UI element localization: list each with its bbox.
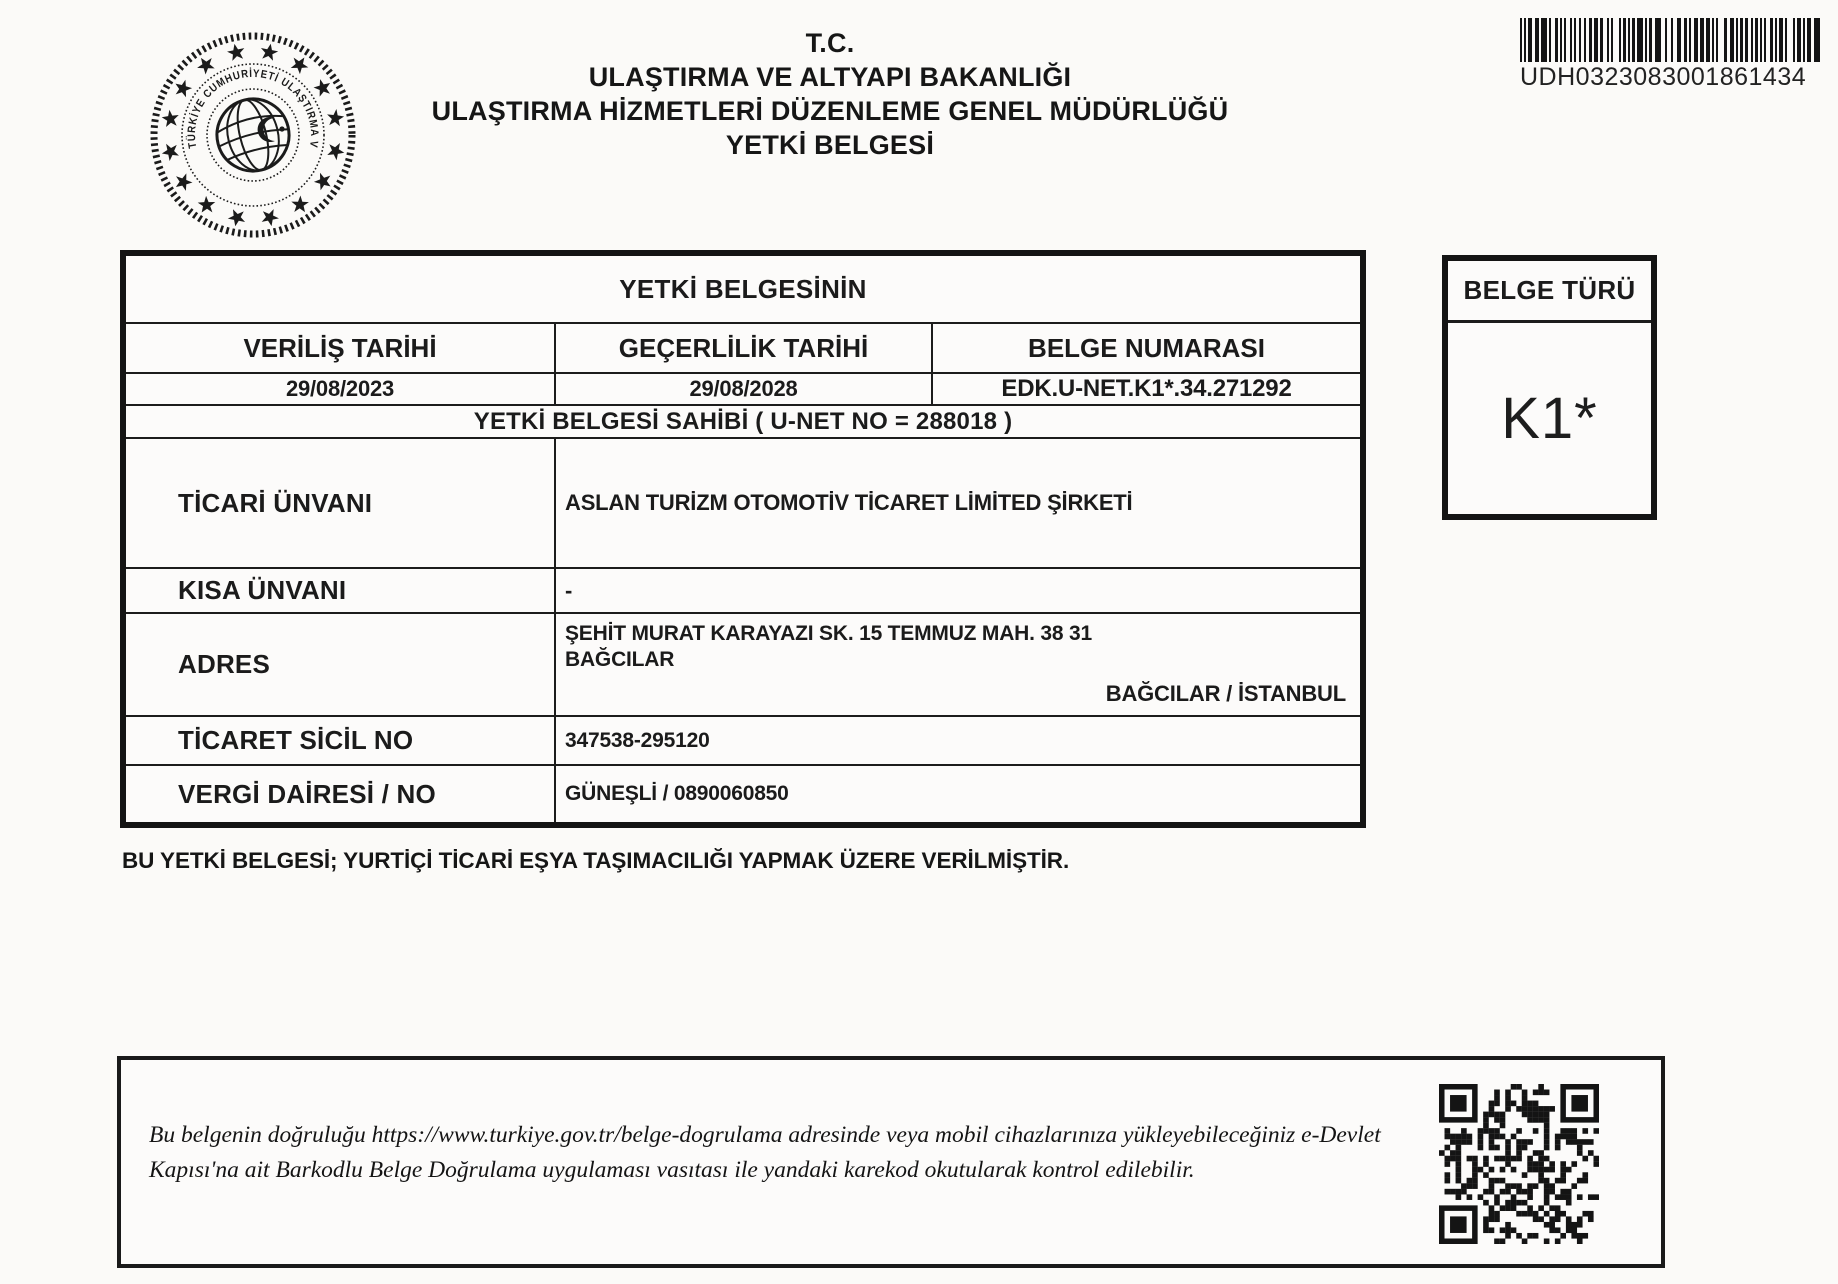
kisa-unvani-label: KISA ÜNVANI — [126, 569, 556, 612]
kisa-unvani-row — [126, 569, 1360, 614]
header-doc-type: YETKİ BELGESİ — [725, 130, 935, 160]
ticaret-sicil-row — [126, 717, 1360, 766]
adres-line-1: ŞEHİT MURAT KARAYAZI SK. 15 TEMMUZ MAH. 38 31 — [565, 622, 1092, 645]
verilis-tarihi-value: 29/08/2023 — [126, 374, 556, 404]
adres-city: BAĞCILAR / İSTANBUL — [1105, 681, 1346, 706]
vergi-dairesi-row — [126, 766, 1360, 822]
verification-box — [117, 1056, 1665, 1268]
column-value-row — [126, 374, 1360, 406]
adres-value-cell — [556, 614, 1360, 715]
barcode-number: UDH0323083001861434 — [1520, 63, 1807, 91]
belge-numarasi-value: EDK.U-NET.K1*.34.271292 — [1001, 375, 1292, 402]
verification-text — [149, 1118, 1419, 1188]
header-ministry: ULAŞTIRMA VE ALTYAPI BAKANLIĞI — [588, 62, 1072, 92]
section-title-row — [126, 256, 1360, 324]
adres-row — [126, 614, 1360, 717]
issuance-statement: BU YETKİ BELGESİ; YURTİÇİ TİCARİ EŞYA TAŞIMACILIĞI YAPMAK ÜZERE VERİLMİŞTİR. — [122, 848, 1070, 873]
header-tc: T.C. — [805, 28, 855, 58]
gecerlilik-tarihi-header: GEÇERLİLİK TARİHİ — [556, 324, 933, 372]
verification-line-1: Bu belgenin doğruluğu https://www.turkiye.gov.tr/belge-dogrulama adresinde veya mobil cihazlarınıza yükleyebileceğiniz e-Devlet — [149, 1122, 1381, 1148]
adres-label: ADRES — [126, 614, 556, 715]
document-header — [250, 26, 1410, 162]
vergi-dairesi-value: GÜNEŞLİ / 0890060850 — [565, 782, 789, 805]
belge-numarasi-header: BELGE NUMARASI — [1028, 332, 1265, 363]
belge-turu-box — [1442, 255, 1657, 520]
adres-line-2: BAĞCILAR — [565, 648, 675, 671]
owner-header-row — [126, 406, 1360, 439]
barcode-icon — [1520, 18, 1828, 62]
verilis-tarihi-header: VERİLİŞ TARİHİ — [126, 324, 556, 372]
ticari-unvani-row — [126, 439, 1360, 569]
belge-turu-title: BELGE TÜRÜ — [1448, 261, 1651, 323]
certificate-table — [120, 250, 1366, 828]
section-title: YETKİ BELGESİNİN — [619, 273, 867, 304]
qr-code-icon — [1439, 1084, 1599, 1244]
vergi-dairesi-label: VERGİ DAİRESİ / NO — [126, 766, 556, 822]
header-directorate: ULAŞTIRMA HİZMETLERİ DÜZENLEME GENEL MÜDÜRLÜĞÜ — [431, 96, 1229, 126]
ticaret-sicil-label: TİCARET SİCİL NO — [126, 717, 556, 764]
belge-turu-value: K1* — [1501, 386, 1598, 451]
ticari-unvani-value: ASLAN TURİZM OTOMOTİV TİCARET LİMİTED ŞİRKETİ — [565, 490, 1133, 515]
owner-header: YETKİ BELGESİ SAHİBİ ( U-NET NO = 288018 ) — [473, 407, 1013, 435]
column-header-row — [126, 324, 1360, 374]
barcode-block — [1520, 18, 1830, 92]
ticaret-sicil-value: 347538-295120 — [565, 728, 710, 752]
kisa-unvani-value: - — [565, 577, 573, 603]
verification-line-2: Kapısı'na ait Barkodlu Belge Doğrulama uygulaması vasıtası ile yandaki karekod okutularak kontrol edilebilir. — [149, 1157, 1195, 1183]
gecerlilik-tarihi-value: 29/08/2028 — [556, 374, 933, 404]
seal-ring-text: TÜRKİYE CUMHURİYETİ ULAŞTIRMA VE ALTYAPI BAKANLIĞI • — [185, 67, 321, 150]
ticari-unvani-label: TİCARİ ÜNVANI — [126, 439, 556, 567]
